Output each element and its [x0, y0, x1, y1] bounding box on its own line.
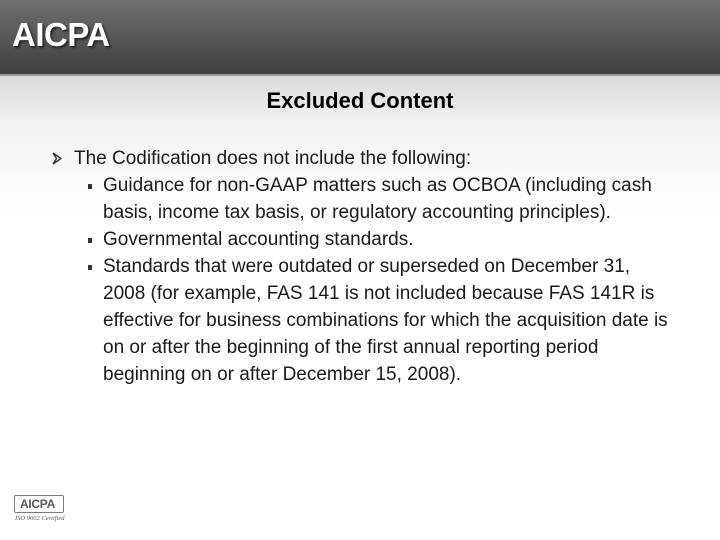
seal-frame	[14, 495, 64, 513]
main-bullet-text: The Codification does not include the following:	[74, 148, 472, 169]
sub-bullet-text: Governmental accounting standards.	[103, 229, 414, 250]
main-bullet	[74, 145, 674, 172]
sub-bullet-text: Guidance for non-GAAP matters such as OCBOA (including cash basis, income tax basis, or regulatory accounting principles).	[103, 175, 652, 223]
square-bullet-icon	[88, 184, 92, 189]
slide-title: Excluded Content	[266, 88, 454, 113]
sub-bullet-governmental	[103, 226, 673, 253]
square-bullet-icon	[88, 238, 92, 243]
header-divider	[0, 74, 720, 76]
sub-bullet-superseded	[103, 253, 673, 388]
aicpa-logo: AICPA	[12, 16, 110, 53]
slide-body	[0, 145, 720, 388]
sub-bullet-non-gaap	[103, 172, 673, 226]
square-bullet-icon	[88, 265, 92, 270]
sub-bullet-text: Standards that were outdated or superseded on December 31, 2008 (for example, FAS 141 is not included because FAS 141R is effective for business combinations for which the acquisition date is on or after the beginning of the first annual reporting period beginning on or after December 15, 2008).	[103, 256, 668, 385]
iso-certified-seal	[12, 495, 68, 533]
arrowhead-bullet-icon	[50, 145, 64, 172]
seal-caption: ISO 9002 Certified	[15, 515, 65, 522]
seal-brand: AICPA	[20, 497, 55, 511]
